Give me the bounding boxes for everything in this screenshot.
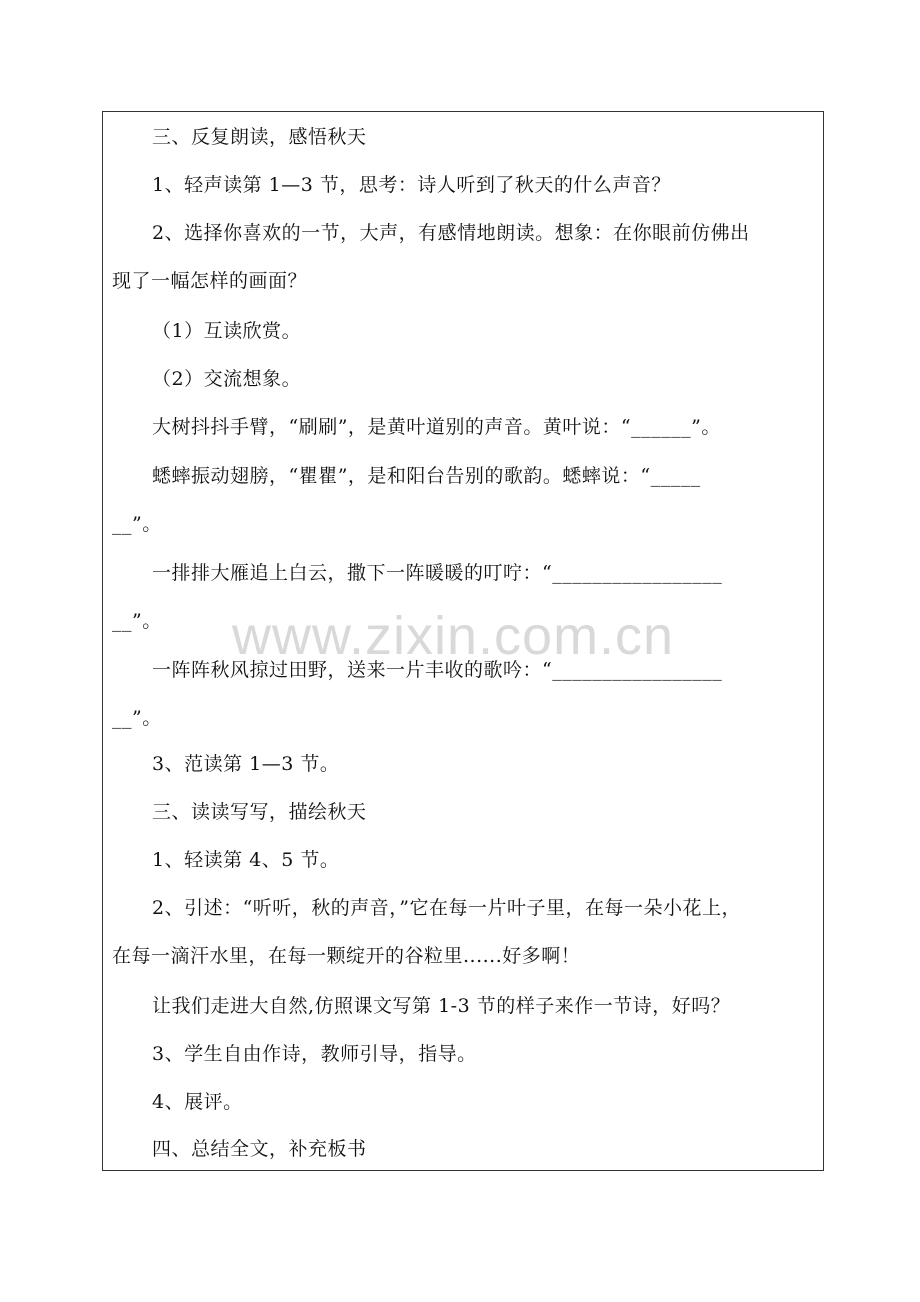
paragraph-line: __”。	[112, 707, 162, 729]
paragraph-line: 一排排大雁追上白云，撒下一阵暖暖的叮咛：“_________________	[152, 562, 723, 584]
section-heading: 四、总结全文，补充板书	[152, 1138, 367, 1160]
paragraph-line: 1、轻声读第 1—3 节，思考：诗人听到了秋天的什么声音？	[152, 174, 671, 196]
paragraph-line: 2、引述：“听听，秋的声音，”它在每一片叶子里，在每一朵小花上，	[152, 897, 742, 919]
paragraph-line: 3、范读第 1—3 节。	[152, 753, 340, 775]
paragraph-line: 大树抖抖手臂，“刷刷”，是黄叶道别的声音。黄叶说：“______”。	[152, 416, 721, 438]
paragraph-line: 在每一滴汗水里，在每一颗绽开的谷粒里......好多啊！	[112, 945, 581, 967]
paragraph-line: （1）互读欣赏。	[152, 320, 302, 342]
paragraph-line: 现了一幅怎样的画面？	[112, 270, 308, 292]
paragraph-line: __”。	[112, 610, 162, 632]
paragraph-line: （2）交流想象。	[152, 368, 302, 390]
paragraph-line: __”。	[112, 513, 162, 535]
paragraph-line: 一阵阵秋风掠过田野，送来一片丰收的歌吟：“_________________	[152, 659, 723, 681]
section-heading: 三、读读写写，描绘秋天	[152, 801, 367, 823]
paragraph-line: 蟋蟀振动翅膀，“瞿瞿”，是和阳台告别的歌韵。蟋蟀说：“_____	[152, 465, 701, 487]
paragraph-line: 2、选择你喜欢的一节，大声，有感情地朗读。想象：在你眼前仿佛出	[152, 222, 750, 244]
paragraph-line: 让我们走进大自然,仿照课文写第 1-3 节的样子来作一节诗，好吗？	[152, 995, 731, 1017]
paragraph-line: 4、展评。	[152, 1091, 243, 1113]
watermark: www.zixin.com.cn	[232, 606, 675, 666]
paragraph-line: 1、轻读第 4、5 节。	[152, 849, 340, 871]
paragraph-line: 3、学生自由作诗，教师引导，指导。	[152, 1043, 477, 1065]
section-heading: 三、反复朗读，感悟秋天	[152, 126, 367, 148]
